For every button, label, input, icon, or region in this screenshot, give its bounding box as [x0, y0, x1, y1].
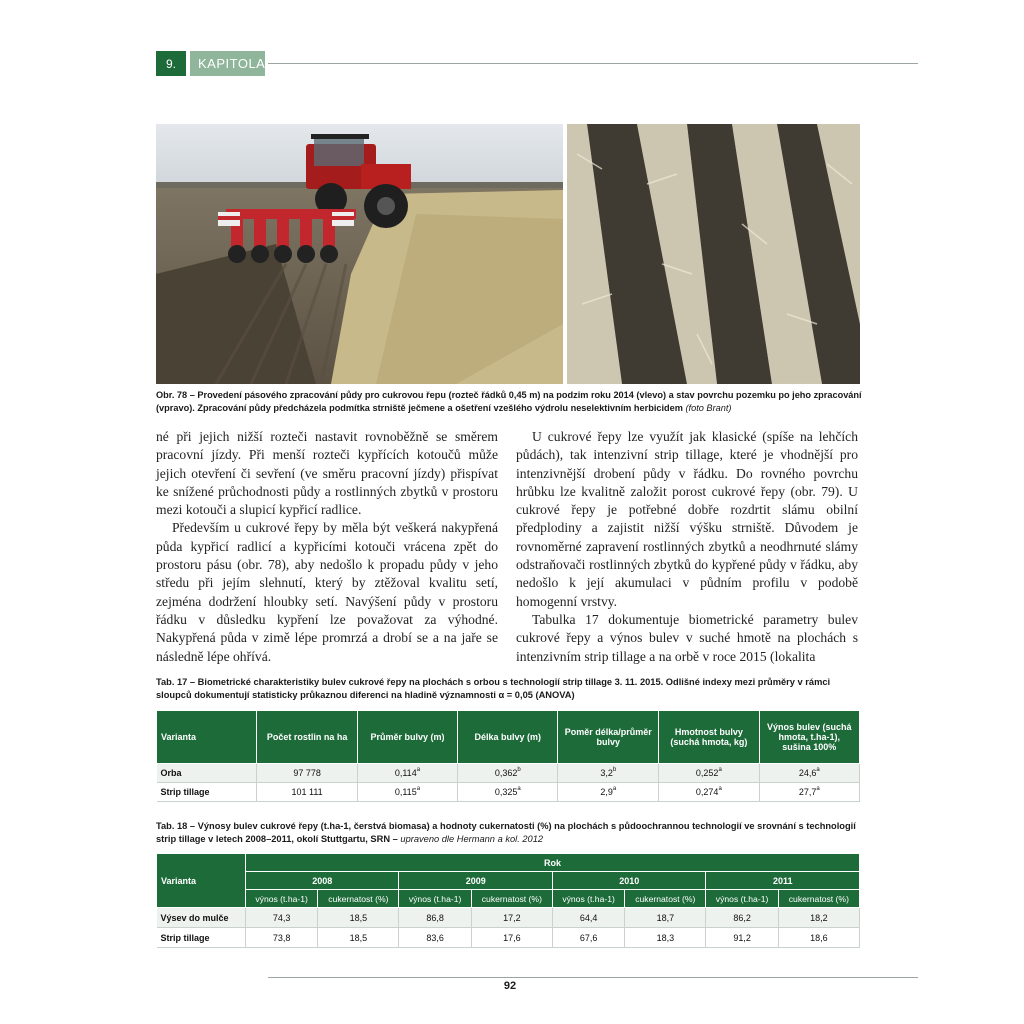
- table18-row: [157, 908, 860, 928]
- table18-header-varianta: Varianta: [157, 854, 246, 908]
- table18-subheader: cukernatost (%): [778, 890, 859, 908]
- table17-row: [157, 764, 860, 783]
- table18-cell: 86,2: [706, 908, 778, 928]
- table17-cell: 101 111: [257, 783, 357, 802]
- table17-caption: Tab. 17 – Biometrické charakteristiky bulev cukrové řepy na plochách s orbou s technologií strip tillage 3. 11. 2015. Odlišné indexy mezi průměry v rámci sloupců dokumentují statisticky průkaznou diferenci na hladině významnosti α = 0,05 (ANOVA): [156, 677, 831, 700]
- table17-cell: 3,2$^b$: [558, 764, 659, 783]
- table18-cell: 86,8: [399, 908, 471, 928]
- body-column-right: [516, 428, 858, 666]
- table18-header-rok: Rok: [246, 854, 860, 872]
- table18-source: upraveno dle Hermann a kol. 2012: [400, 834, 544, 844]
- table18-subheader: výnos (t.ha-1): [246, 890, 318, 908]
- table18-year-header: 2009: [399, 872, 552, 890]
- table18-cell: 74,3: [246, 908, 318, 928]
- table18-cell: 18,7: [625, 908, 706, 928]
- chapter-label: KAPITOLA: [190, 51, 265, 76]
- table18-caption: [156, 820, 866, 846]
- paragraph: né při jejich nižší rozteči nastavit rovnoběžně se směrem pracovní jízdy. Při menší rozteči kypřících kotoučů může jejich otevření či sevření (ve směru pracovní jízdy) přispívat ke snížené průchodnosti půdy a rostlinných zbytků v prostoru mezi kotouči a slupicí kypřicí radlice.: [156, 429, 498, 518]
- table17-cell: 0,325$^a$: [458, 783, 558, 802]
- photo-soil-surface: [567, 124, 860, 384]
- table18-cell: 18,3: [625, 928, 706, 948]
- table18-caption-text: Tab. 18 – Výnosy bulev cukrové řepy (t.ha-1, čerstvá biomasa) a hodnoty cukernatosti (%) na plochách s půdoochrannou technologií ve srovnání s technologií strip tillage v letech 2008–2011, okolí Stuttgartu, SRN –: [156, 821, 856, 844]
- table17-cell: 97 778: [257, 764, 357, 783]
- table18-cell: 18,5: [318, 928, 399, 948]
- table18-cell: 17,2: [471, 908, 552, 928]
- table17-header: Poměr délka/průměr bulvy: [558, 711, 659, 764]
- table18-cell: 73,8: [246, 928, 318, 948]
- table18-year-header: 2011: [706, 872, 860, 890]
- table18-subheader: cukernatost (%): [625, 890, 706, 908]
- table17-header: Počet rostlin na ha: [257, 711, 357, 764]
- table17-header: Výnos bulev (suchá hmota, t.ha-1), sušina 100%: [759, 711, 859, 764]
- table17-cell: 0,115$^a$: [357, 783, 457, 802]
- table17-cell: 0,362$^b$: [458, 764, 558, 783]
- table17-body: [157, 764, 860, 802]
- table18-row-label: Výsev do mulče: [157, 908, 246, 928]
- table17-cell: 2,9$^a$: [558, 783, 659, 802]
- table18-cell: 67,6: [552, 928, 624, 948]
- table17-header: Hmotnost bulvy (suchá hmota, kg): [659, 711, 759, 764]
- table18-subheader: výnos (t.ha-1): [552, 890, 624, 908]
- table18-subheader: cukernatost (%): [471, 890, 552, 908]
- table18-row-label: Strip tillage: [157, 928, 246, 948]
- table18-cell: 18,2: [778, 908, 859, 928]
- table18-body: [157, 908, 860, 948]
- paragraph: U cukrové řepy lze využít jak klasické (spíše na lehčích půdách), tak intenzivní strip tillage, které je vhodnější pro intenzivnější drobení půdy v řádku. Do rovného povrchu hrůbku lze kvalitně založit porost cukrové řepy (obr. 79). U cukrové řepy je potřebné dobře rozdrtit slámu obilní předplodiny a zajistit nižší výšku strniště. Důvodem je rovnoměrné zapravení rostlinných zbytků a neodhrnuté slámy odstraňovači rostlinných zbytků do kypřené půdy v řádku, aby nedošlo k její akumulaci v půdním profilu v podobě homogenní vrstvy.: [516, 429, 858, 609]
- table17-row-label: Orba: [157, 764, 257, 783]
- table18-year-header: 2010: [552, 872, 705, 890]
- table18-subheader: výnos (t.ha-1): [706, 890, 778, 908]
- header-rule: [268, 63, 918, 64]
- table17-cell: 0,274$^a$: [659, 783, 759, 802]
- table18-cell: 64,4: [552, 908, 624, 928]
- table17-row: [157, 783, 860, 802]
- figure-credit: (foto Brant): [685, 402, 732, 413]
- table17-cell: 0,114$^a$: [357, 764, 457, 783]
- chapter-number: 9.: [156, 51, 186, 76]
- table17-cell: 24,6$^a$: [759, 764, 859, 783]
- table18: [156, 853, 860, 948]
- figure-caption-text: Obr. 78 – Provedení pásového zpracování půdy pro cukrovou řepu (rozteč řádků 0,45 m) na podzim roku 2014 (vlevo) a stav povrchu pozemku po jeho zpracování (vpravo). Zpracování půdy předcházela podmítka strniště ječmene a ošetření vzešlého výdrolu neselektivním herbicidem: [156, 390, 862, 413]
- table17-cell: 0,252$^a$: [659, 764, 759, 783]
- table18-cell: 83,6: [399, 928, 471, 948]
- table18-row: [157, 928, 860, 948]
- table17: [156, 710, 860, 802]
- paragraph: Tabulka 17 dokumentuje biometrické parametry bulev cukrové řepy a výnos bulev v suché hmotě na plochách s intenzivním strip tillage a na orbě v roce 2015 (lokalita: [516, 611, 858, 664]
- table18-cell: 18,6: [778, 928, 859, 948]
- table17-header: Varianta: [157, 711, 257, 764]
- table18-cell: 17,6: [471, 928, 552, 948]
- table18-year-header: 2008: [246, 872, 399, 890]
- body-column-left: [156, 428, 498, 666]
- table17-row-label: Strip tillage: [157, 783, 257, 802]
- figure-caption: [156, 389, 866, 414]
- table17-header: Průměr bulvy (m): [357, 711, 457, 764]
- paragraph: Především u cukrové řepy by měla být veškerá nakypřená půda kypřicí radlicí a kypřicími kotouči vrácena zpět do prostoru pásu (obr. 78), aby nedošlo k propadu půdy v jeho středu při jejím slehnutí, který by ztěžoval kvalitu setí, zejména dodržení hloubky setí. Navýšení půdy v prostoru řádku v důsledku kypření lze považovat za výhodné. Nakypřená půda v zimě lépe promrzá a drobí se a na jaře se následně lépe ohřívá.: [156, 520, 498, 664]
- table17-cell: 27,7$^a$: [759, 783, 859, 802]
- table18-cell: 18,5: [318, 908, 399, 928]
- table18-cell: 91,2: [706, 928, 778, 948]
- photo-tractor-strip-tillage: [156, 124, 563, 384]
- table18-subheader: cukernatost (%): [318, 890, 399, 908]
- table18-subheader: výnos (t.ha-1): [399, 890, 471, 908]
- table17-header: Délka bulvy (m): [458, 711, 558, 764]
- footer-rule: [268, 977, 918, 978]
- page-number: 92: [503, 980, 517, 992]
